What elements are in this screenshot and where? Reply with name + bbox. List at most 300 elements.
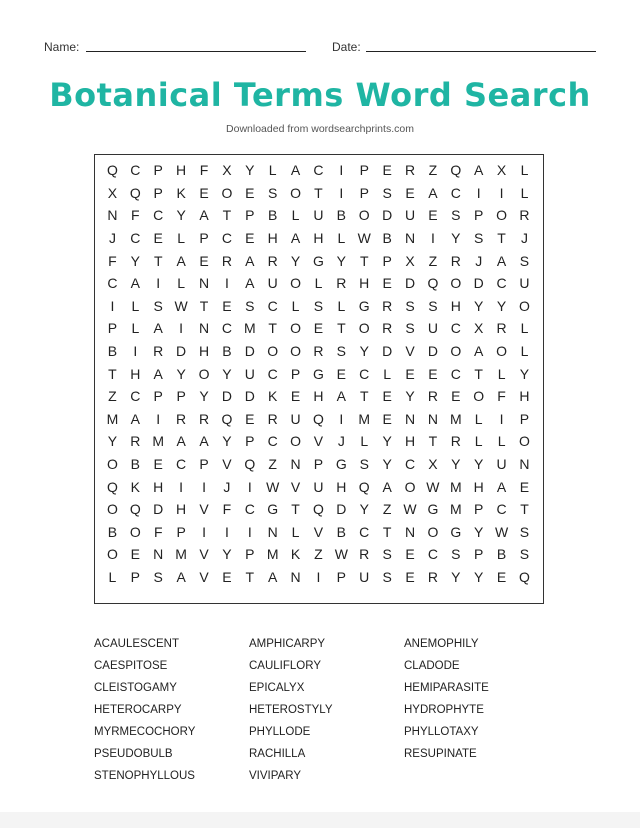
name-line[interactable] — [86, 51, 306, 52]
grid-cell[interactable]: T — [474, 365, 483, 382]
grid-cell[interactable]: P — [176, 523, 186, 540]
grid-cell[interactable]: P — [474, 546, 484, 563]
grid-cell[interactable]: L — [177, 275, 186, 292]
grid-cell[interactable]: B — [222, 343, 232, 360]
grid-cell[interactable]: T — [359, 252, 369, 269]
grid-cell[interactable]: C — [450, 184, 461, 201]
grid-cell[interactable]: E — [245, 230, 255, 247]
grid-cell[interactable]: U — [267, 275, 278, 292]
grid-cell[interactable]: G — [267, 501, 279, 518]
grid-cell[interactable]: B — [336, 207, 347, 224]
grid-cell[interactable]: P — [519, 410, 530, 427]
grid-cell[interactable]: B — [496, 546, 507, 563]
grid-cell[interactable]: Y — [474, 456, 484, 473]
grid-cell[interactable]: H — [313, 230, 324, 247]
grid-cell[interactable]: O — [496, 207, 508, 224]
grid-cell[interactable]: Y — [474, 297, 484, 314]
grid-cell[interactable]: F — [153, 523, 163, 540]
grid-cell[interactable]: Y — [336, 252, 347, 269]
grid-cell[interactable]: P — [336, 568, 347, 585]
grid-cell[interactable]: O — [129, 523, 141, 540]
grid-cell[interactable]: P — [130, 568, 140, 585]
grid-cell[interactable]: S — [474, 230, 484, 247]
grid-cell[interactable]: N — [404, 230, 416, 247]
grid-cell[interactable]: G — [450, 523, 462, 540]
grid-cell[interactable]: Y — [290, 252, 301, 269]
grid-cell[interactable]: S — [268, 184, 278, 201]
grid-cell[interactable]: S — [382, 184, 392, 201]
grid-cell[interactable]: H — [336, 478, 347, 495]
grid-cell[interactable]: W — [334, 546, 348, 563]
grid-cell[interactable]: U — [519, 275, 530, 292]
grid-cell[interactable]: I — [224, 523, 229, 540]
grid-cell[interactable]: A — [336, 388, 347, 405]
grid-cell[interactable]: T — [428, 433, 438, 450]
grid-cell[interactable]: A — [290, 162, 301, 179]
grid-cell[interactable]: O — [107, 501, 118, 518]
grid-cell[interactable]: S — [382, 546, 392, 563]
grid-cell[interactable]: I — [339, 162, 344, 179]
grid-cell[interactable]: A — [130, 410, 140, 427]
grid-cell[interactable]: Y — [245, 162, 255, 179]
grid-cell[interactable]: E — [405, 184, 415, 201]
grid-cell[interactable]: P — [359, 162, 369, 179]
grid-cell[interactable]: Y — [359, 343, 369, 360]
grid-cell[interactable]: X — [428, 456, 438, 473]
grid-cell[interactable]: S — [382, 568, 392, 585]
grid-cell[interactable]: U — [290, 410, 301, 427]
grid-cell[interactable]: T — [382, 523, 392, 540]
grid-cell[interactable]: A — [130, 275, 140, 292]
grid-cell[interactable]: G — [313, 252, 324, 269]
grid-cell[interactable]: L — [337, 297, 346, 314]
grid-cell[interactable]: N — [290, 456, 301, 473]
grid-cell[interactable]: A — [176, 568, 186, 585]
grid-cell[interactable]: U — [404, 207, 416, 224]
grid-cell[interactable]: T — [245, 568, 255, 585]
grid-cell[interactable]: W — [403, 501, 417, 518]
grid-cell[interactable]: N — [404, 410, 416, 427]
grid-cell[interactable]: E — [199, 184, 209, 201]
grid-cell[interactable]: L — [177, 230, 186, 247]
grid-cell[interactable]: A — [382, 478, 392, 495]
grid-cell[interactable]: I — [499, 410, 504, 427]
grid-cell[interactable]: V — [290, 478, 301, 495]
grid-cell[interactable]: C — [153, 207, 164, 224]
grid-cell[interactable]: Y — [519, 365, 530, 382]
grid-cell[interactable]: Y — [382, 456, 392, 473]
grid-cell[interactable]: L — [291, 207, 300, 224]
grid-cell[interactable]: P — [153, 162, 163, 179]
grid-cell[interactable]: A — [199, 433, 209, 450]
grid-cell[interactable]: L — [108, 568, 117, 585]
grid-cell[interactable]: R — [130, 433, 141, 450]
grid-cell[interactable]: X — [222, 162, 232, 179]
grid-cell[interactable]: V — [222, 456, 232, 473]
grid-cell[interactable]: O — [198, 365, 210, 382]
grid-cell[interactable]: M — [152, 433, 165, 450]
grid-cell[interactable]: E — [313, 320, 324, 337]
grid-cell[interactable]: G — [313, 365, 324, 382]
grid-cell[interactable]: F — [108, 252, 117, 269]
grid-cell[interactable]: U — [244, 365, 255, 382]
grid-cell[interactable]: P — [359, 184, 369, 201]
grid-cell[interactable]: H — [450, 297, 461, 314]
grid-cell[interactable]: T — [497, 230, 506, 247]
grid-cell[interactable]: E — [451, 388, 461, 405]
grid-cell[interactable]: T — [153, 252, 163, 269]
grid-cell[interactable]: M — [266, 546, 279, 563]
grid-cell[interactable]: Z — [428, 162, 438, 179]
grid-cell[interactable]: F — [497, 388, 506, 405]
grid-cell[interactable]: K — [130, 478, 140, 495]
grid-cell[interactable]: D — [382, 207, 393, 224]
grid-cell[interactable]: Y — [451, 568, 461, 585]
grid-cell[interactable]: C — [267, 297, 278, 314]
grid-cell[interactable]: Y — [199, 388, 209, 405]
grid-cell[interactable]: T — [359, 388, 369, 405]
grid-cell[interactable]: Z — [108, 388, 117, 405]
grid-cell[interactable]: I — [224, 275, 229, 292]
grid-cell[interactable]: O — [473, 388, 485, 405]
grid-cell[interactable]: C — [176, 456, 187, 473]
grid-cell[interactable]: L — [383, 365, 392, 382]
grid-cell[interactable]: T — [520, 501, 529, 518]
grid-cell[interactable]: R — [359, 546, 370, 563]
grid-cell[interactable]: L — [291, 523, 300, 540]
grid-cell[interactable]: V — [405, 343, 415, 360]
grid-cell[interactable]: R — [404, 162, 416, 179]
grid-cell[interactable]: O — [496, 343, 508, 360]
grid-cell[interactable]: D — [404, 275, 416, 292]
grid-cell[interactable]: Q — [313, 501, 324, 518]
grid-cell[interactable]: E — [290, 388, 301, 405]
grid-cell[interactable]: C — [404, 456, 416, 473]
grid-cell[interactable]: P — [474, 207, 484, 224]
grid-cell[interactable]: Y — [222, 546, 232, 563]
grid-cell[interactable]: V — [199, 501, 209, 518]
grid-cell[interactable]: K — [290, 546, 301, 563]
grid-cell[interactable]: I — [247, 523, 252, 540]
grid-cell[interactable]: Z — [428, 252, 438, 269]
grid-cell[interactable]: N — [153, 546, 164, 563]
grid-cell[interactable]: L — [520, 184, 529, 201]
grid-cell[interactable]: K — [176, 184, 186, 201]
grid-cell[interactable]: O — [358, 207, 370, 224]
grid-cell[interactable]: L — [268, 162, 277, 179]
grid-cell[interactable]: O — [450, 343, 462, 360]
grid-cell[interactable]: L — [131, 297, 140, 314]
grid-cell[interactable]: E — [519, 478, 530, 495]
grid-cell[interactable]: E — [222, 297, 232, 314]
grid-cell[interactable]: U — [496, 456, 507, 473]
grid-cell[interactable]: P — [107, 320, 118, 337]
grid-cell[interactable]: P — [245, 546, 255, 563]
grid-cell[interactable]: A — [176, 252, 186, 269]
grid-cell[interactable]: M — [449, 410, 462, 427]
grid-cell[interactable]: P — [199, 230, 209, 247]
grid-cell[interactable]: L — [131, 320, 140, 337]
grid-cell[interactable]: R — [267, 410, 278, 427]
grid-cell[interactable]: V — [199, 568, 209, 585]
grid-cell[interactable]: R — [382, 320, 393, 337]
grid-cell[interactable]: R — [176, 410, 187, 427]
grid-cell[interactable]: S — [405, 320, 415, 337]
grid-cell[interactable]: A — [474, 343, 484, 360]
grid-cell[interactable]: R — [450, 252, 461, 269]
grid-cell[interactable]: F — [222, 501, 232, 518]
grid-cell[interactable]: R — [382, 297, 393, 314]
grid-cell[interactable]: C — [359, 523, 370, 540]
grid-cell[interactable]: O — [221, 184, 233, 201]
grid-cell[interactable]: P — [245, 433, 255, 450]
grid-cell[interactable]: A — [496, 252, 507, 269]
grid-cell[interactable]: E — [245, 184, 255, 201]
grid-cell[interactable]: M — [358, 410, 371, 427]
grid-cell[interactable]: T — [108, 365, 117, 382]
grid-cell[interactable]: R — [221, 252, 232, 269]
grid-cell[interactable]: W — [266, 478, 280, 495]
grid-cell[interactable]: C — [450, 320, 461, 337]
grid-cell[interactable]: N — [404, 523, 416, 540]
grid-cell[interactable]: L — [520, 343, 529, 360]
grid-cell[interactable]: H — [130, 365, 141, 382]
grid-cell[interactable]: G — [358, 297, 370, 314]
grid-cell[interactable]: I — [156, 275, 161, 292]
grid-cell[interactable]: P — [199, 456, 209, 473]
grid-cell[interactable]: L — [474, 433, 483, 450]
grid-cell[interactable]: S — [428, 297, 438, 314]
grid-cell[interactable]: C — [450, 365, 461, 382]
grid-cell[interactable]: S — [519, 546, 530, 563]
grid-cell[interactable]: E — [382, 388, 392, 405]
grid-cell[interactable]: M — [243, 320, 256, 337]
grid-cell[interactable]: Q — [519, 568, 530, 585]
grid-cell[interactable]: H — [267, 230, 278, 247]
grid-cell[interactable]: L — [360, 433, 369, 450]
grid-cell[interactable]: O — [519, 297, 530, 314]
grid-cell[interactable]: Q — [313, 410, 324, 427]
grid-cell[interactable]: C — [221, 320, 232, 337]
grid-cell[interactable]: O — [450, 275, 462, 292]
grid-cell[interactable]: S — [451, 207, 461, 224]
grid-cell[interactable]: C — [130, 162, 141, 179]
grid-cell[interactable]: Q — [358, 478, 370, 495]
grid-cell[interactable]: Y — [176, 365, 186, 382]
grid-cell[interactable]: E — [405, 546, 415, 563]
grid-cell[interactable]: P — [290, 365, 301, 382]
grid-cell[interactable]: N — [107, 207, 118, 224]
grid-cell[interactable]: O — [267, 343, 279, 360]
grid-cell[interactable]: S — [359, 456, 369, 473]
grid-cell[interactable]: E — [153, 456, 163, 473]
grid-cell[interactable]: R — [336, 275, 347, 292]
grid-cell[interactable]: Z — [314, 546, 323, 563]
grid-cell[interactable]: I — [110, 297, 115, 314]
grid-cell[interactable]: O — [107, 546, 118, 563]
grid-cell[interactable]: F — [131, 207, 140, 224]
grid-cell[interactable]: R — [153, 343, 164, 360]
grid-cell[interactable]: R — [450, 433, 461, 450]
grid-cell[interactable]: S — [405, 297, 415, 314]
grid-cell[interactable]: S — [313, 297, 324, 314]
grid-cell[interactable]: H — [473, 478, 484, 495]
grid-cell[interactable]: D — [153, 501, 164, 518]
grid-cell[interactable]: Y — [451, 456, 461, 473]
grid-cell[interactable]: C — [359, 365, 370, 382]
grid-cell[interactable]: X — [405, 252, 415, 269]
grid-cell[interactable]: O — [290, 275, 302, 292]
grid-cell[interactable]: R — [519, 207, 530, 224]
grid-cell[interactable]: B — [107, 523, 118, 540]
grid-cell[interactable]: N — [198, 275, 210, 292]
grid-cell[interactable]: U — [427, 320, 438, 337]
grid-cell[interactable]: A — [428, 184, 438, 201]
grid-cell[interactable]: Q — [129, 184, 141, 201]
grid-cell[interactable]: C — [107, 275, 118, 292]
grid-cell[interactable]: O — [519, 433, 530, 450]
grid-cell[interactable]: W — [426, 478, 440, 495]
grid-cell[interactable]: O — [290, 343, 302, 360]
grid-cell[interactable]: E — [405, 568, 415, 585]
grid-cell[interactable]: H — [404, 433, 416, 450]
grid-cell[interactable]: F — [199, 162, 209, 179]
grid-cell[interactable]: J — [337, 433, 345, 450]
grid-cell[interactable]: A — [474, 162, 484, 179]
grid-cell[interactable]: J — [475, 252, 483, 269]
grid-cell[interactable]: C — [267, 433, 278, 450]
grid-cell[interactable]: P — [176, 388, 186, 405]
grid-cell[interactable]: N — [519, 456, 530, 473]
grid-cell[interactable]: I — [339, 184, 344, 201]
grid-cell[interactable]: L — [497, 433, 506, 450]
grid-cell[interactable]: P — [474, 501, 484, 518]
grid-cell[interactable]: S — [519, 523, 530, 540]
grid-cell[interactable]: E — [199, 252, 209, 269]
grid-cell[interactable]: B — [268, 207, 278, 224]
grid-cell[interactable]: R — [267, 252, 278, 269]
grid-cell[interactable]: Y — [359, 501, 369, 518]
grid-cell[interactable]: H — [359, 275, 370, 292]
grid-cell[interactable]: D — [221, 388, 232, 405]
grid-cell[interactable]: E — [496, 568, 507, 585]
grid-cell[interactable]: H — [176, 162, 187, 179]
grid-cell[interactable]: C — [496, 275, 507, 292]
grid-cell[interactable]: C — [221, 230, 232, 247]
grid-cell[interactable]: M — [449, 478, 462, 495]
grid-cell[interactable]: I — [476, 184, 481, 201]
grid-cell[interactable]: Y — [451, 230, 461, 247]
grid-cell[interactable]: A — [496, 478, 507, 495]
grid-cell[interactable]: O — [290, 320, 302, 337]
grid-cell[interactable]: X — [474, 320, 484, 337]
grid-cell[interactable]: N — [198, 320, 210, 337]
grid-cell[interactable]: A — [268, 568, 278, 585]
grid-cell[interactable]: I — [247, 478, 252, 495]
grid-cell[interactable]: I — [499, 184, 504, 201]
grid-cell[interactable]: G — [427, 501, 439, 518]
grid-cell[interactable]: P — [313, 456, 324, 473]
grid-cell[interactable]: G — [335, 456, 347, 473]
grid-cell[interactable]: I — [202, 478, 206, 495]
grid-cell[interactable]: P — [245, 207, 255, 224]
grid-cell[interactable]: I — [339, 410, 344, 427]
grid-cell[interactable]: N — [267, 523, 278, 540]
grid-cell[interactable]: I — [156, 410, 161, 427]
grid-cell[interactable]: O — [107, 456, 118, 473]
grid-cell[interactable]: I — [202, 523, 206, 540]
grid-cell[interactable]: I — [179, 320, 184, 337]
grid-cell[interactable]: L — [520, 320, 529, 337]
grid-cell[interactable]: D — [176, 343, 187, 360]
grid-cell[interactable]: A — [199, 207, 209, 224]
grid-cell[interactable]: Q — [427, 275, 439, 292]
grid-cell[interactable]: Z — [382, 501, 392, 518]
grid-cell[interactable]: X — [496, 162, 507, 179]
grid-cell[interactable]: H — [176, 501, 187, 518]
grid-cell[interactable]: B — [336, 523, 347, 540]
grid-cell[interactable]: L — [291, 297, 300, 314]
grid-cell[interactable]: E — [382, 410, 392, 427]
grid-cell[interactable]: U — [313, 207, 324, 224]
grid-cell[interactable]: E — [153, 230, 163, 247]
grid-cell[interactable]: E — [382, 275, 392, 292]
grid-cell[interactable]: J — [108, 230, 116, 247]
grid-cell[interactable]: P — [153, 388, 163, 405]
grid-cell[interactable]: Z — [268, 456, 277, 473]
grid-cell[interactable]: I — [316, 568, 321, 585]
grid-cell[interactable]: W — [494, 523, 509, 540]
grid-cell[interactable]: T — [222, 207, 232, 224]
grid-cell[interactable]: K — [268, 388, 278, 405]
grid-cell[interactable]: O — [358, 320, 370, 337]
grid-cell[interactable]: Y — [474, 568, 484, 585]
grid-cell[interactable]: Q — [129, 501, 141, 518]
grid-cell[interactable]: L — [314, 275, 323, 292]
grid-cell[interactable]: W — [174, 297, 188, 314]
grid-cell[interactable]: C — [267, 365, 278, 382]
grid-cell[interactable]: E — [245, 410, 255, 427]
grid-cell[interactable]: L — [497, 365, 506, 382]
grid-cell[interactable]: H — [313, 388, 324, 405]
grid-cell[interactable]: D — [244, 343, 255, 360]
grid-cell[interactable]: Y — [496, 297, 507, 314]
grid-cell[interactable]: Y — [474, 523, 484, 540]
grid-cell[interactable]: D — [336, 501, 347, 518]
grid-cell[interactable]: C — [496, 501, 507, 518]
grid-cell[interactable]: D — [244, 388, 255, 405]
grid-cell[interactable]: R — [427, 568, 438, 585]
grid-cell[interactable]: I — [430, 230, 435, 247]
grid-cell[interactable]: E — [130, 546, 140, 563]
grid-cell[interactable]: R — [427, 388, 438, 405]
grid-cell[interactable]: Q — [221, 410, 233, 427]
grid-cell[interactable]: T — [314, 184, 323, 201]
grid-cell[interactable]: T — [268, 320, 277, 337]
grid-cell[interactable]: S — [245, 297, 255, 314]
grid-cell[interactable]: H — [519, 388, 530, 405]
grid-cell[interactable]: N — [427, 410, 438, 427]
grid-cell[interactable]: D — [473, 275, 484, 292]
grid-cell[interactable]: U — [313, 478, 324, 495]
grid-cell[interactable]: N — [290, 568, 301, 585]
grid-cell[interactable]: M — [449, 501, 462, 518]
grid-cell[interactable]: V — [313, 433, 324, 450]
grid-cell[interactable]: W — [357, 230, 371, 247]
grid-cell[interactable]: P — [382, 252, 392, 269]
grid-cell[interactable]: H — [153, 478, 164, 495]
grid-cell[interactable]: O — [427, 523, 439, 540]
